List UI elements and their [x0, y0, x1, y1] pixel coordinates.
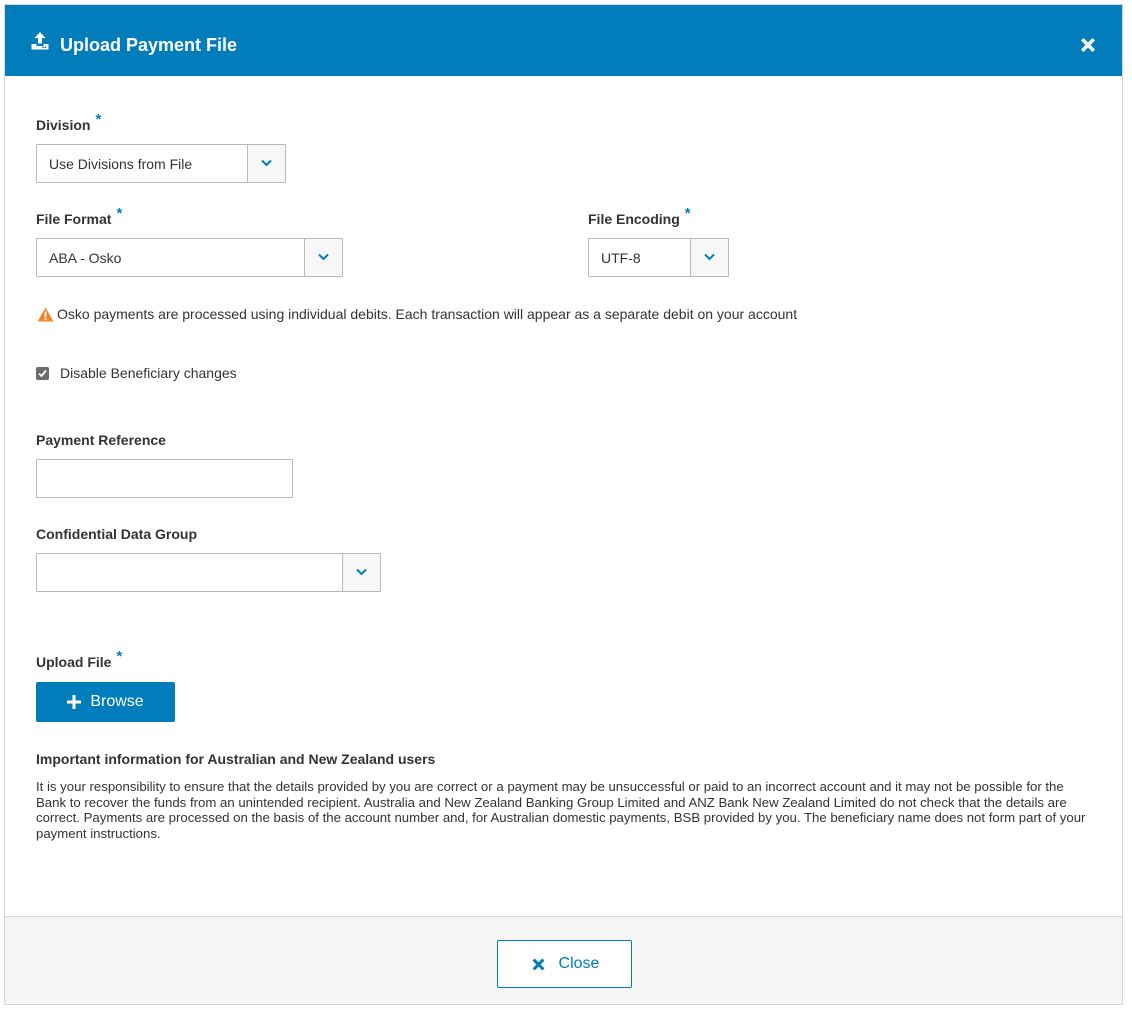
browse-button[interactable] [36, 682, 175, 722]
required-marker: * [95, 111, 102, 128]
disable-beneficiary-checkbox[interactable] [36, 367, 49, 380]
chevron-down-icon [356, 568, 367, 576]
file-format-label-text: File Format [36, 211, 112, 227]
checkmark-icon [37, 368, 48, 379]
upload-payment-dialog [4, 4, 1123, 1005]
file-encoding-select-value: UTF-8 [601, 250, 641, 266]
disable-beneficiary-label: Disable Beneficiary changes [60, 365, 237, 381]
dialog-title: Upload Payment File [60, 35, 238, 55]
file-encoding-select[interactable] [588, 238, 729, 277]
osko-warning-text: Osko payments are processed using individual debits. Each transaction will appear as a separate debit on your account [57, 306, 798, 322]
required-marker: * [116, 648, 123, 665]
dialog-header [5, 5, 1122, 76]
chevron-down-icon [318, 253, 329, 261]
confidential-data-group-select[interactable] [36, 553, 381, 592]
file-encoding-label [588, 205, 691, 229]
browse-button-label: Browse [90, 693, 144, 710]
upload-file-label [36, 648, 123, 672]
info-title: Important information for Australian and New Zealand users [36, 751, 436, 767]
plus-icon [67, 695, 81, 709]
confidential-data-group-label: Confidential Data Group [36, 526, 197, 542]
required-marker: * [116, 205, 123, 222]
file-format-label [36, 205, 123, 229]
close-button[interactable] [497, 940, 632, 988]
required-marker: * [684, 205, 691, 222]
file-format-select-value: ABA - Osko [49, 250, 122, 266]
chevron-down-icon [704, 253, 715, 261]
file-format-dropdown-button[interactable] [304, 239, 342, 276]
close-icon [530, 956, 547, 973]
confidential-data-group-dropdown-button[interactable] [342, 554, 380, 591]
file-format-select[interactable] [36, 238, 343, 277]
close-icon[interactable] [1078, 35, 1098, 55]
warning-icon [37, 307, 54, 322]
dialog-footer [5, 916, 1122, 1005]
close-button-label: Close [558, 955, 600, 972]
file-encoding-label-text: File Encoding [588, 211, 680, 227]
division-dropdown-button[interactable] [247, 145, 285, 182]
division-select-value: Use Divisions from File [49, 156, 193, 172]
division-label-text: Division [36, 117, 91, 133]
file-encoding-dropdown-button[interactable] [690, 239, 728, 276]
chevron-down-icon [261, 159, 272, 167]
disable-beneficiary-checkbox-row[interactable] [36, 364, 237, 382]
upload-file-label-text: Upload File [36, 654, 112, 670]
division-select[interactable] [36, 144, 286, 183]
payment-reference-label: Payment Reference [36, 432, 166, 448]
upload-icon [30, 31, 50, 51]
info-body: It is your responsibility to ensure that the details provided by you are correct or a payment may be unsuccessful or paid to an incorrect account and it may not be possible for the Bank to recover the funds from an unintended recipient. Australia and New Zealand Banking Group Limited and ANZ Bank New Zealand Limited do not check that the details are correct. Payments are processed on the basis of the account number and, for Australian domestic payments, BSB provided by you. The beneficiary name does not form part of your payment instructions. [36, 779, 1086, 841]
payment-reference-input[interactable] [36, 459, 293, 498]
division-label [36, 111, 102, 135]
osko-warning [37, 305, 797, 323]
